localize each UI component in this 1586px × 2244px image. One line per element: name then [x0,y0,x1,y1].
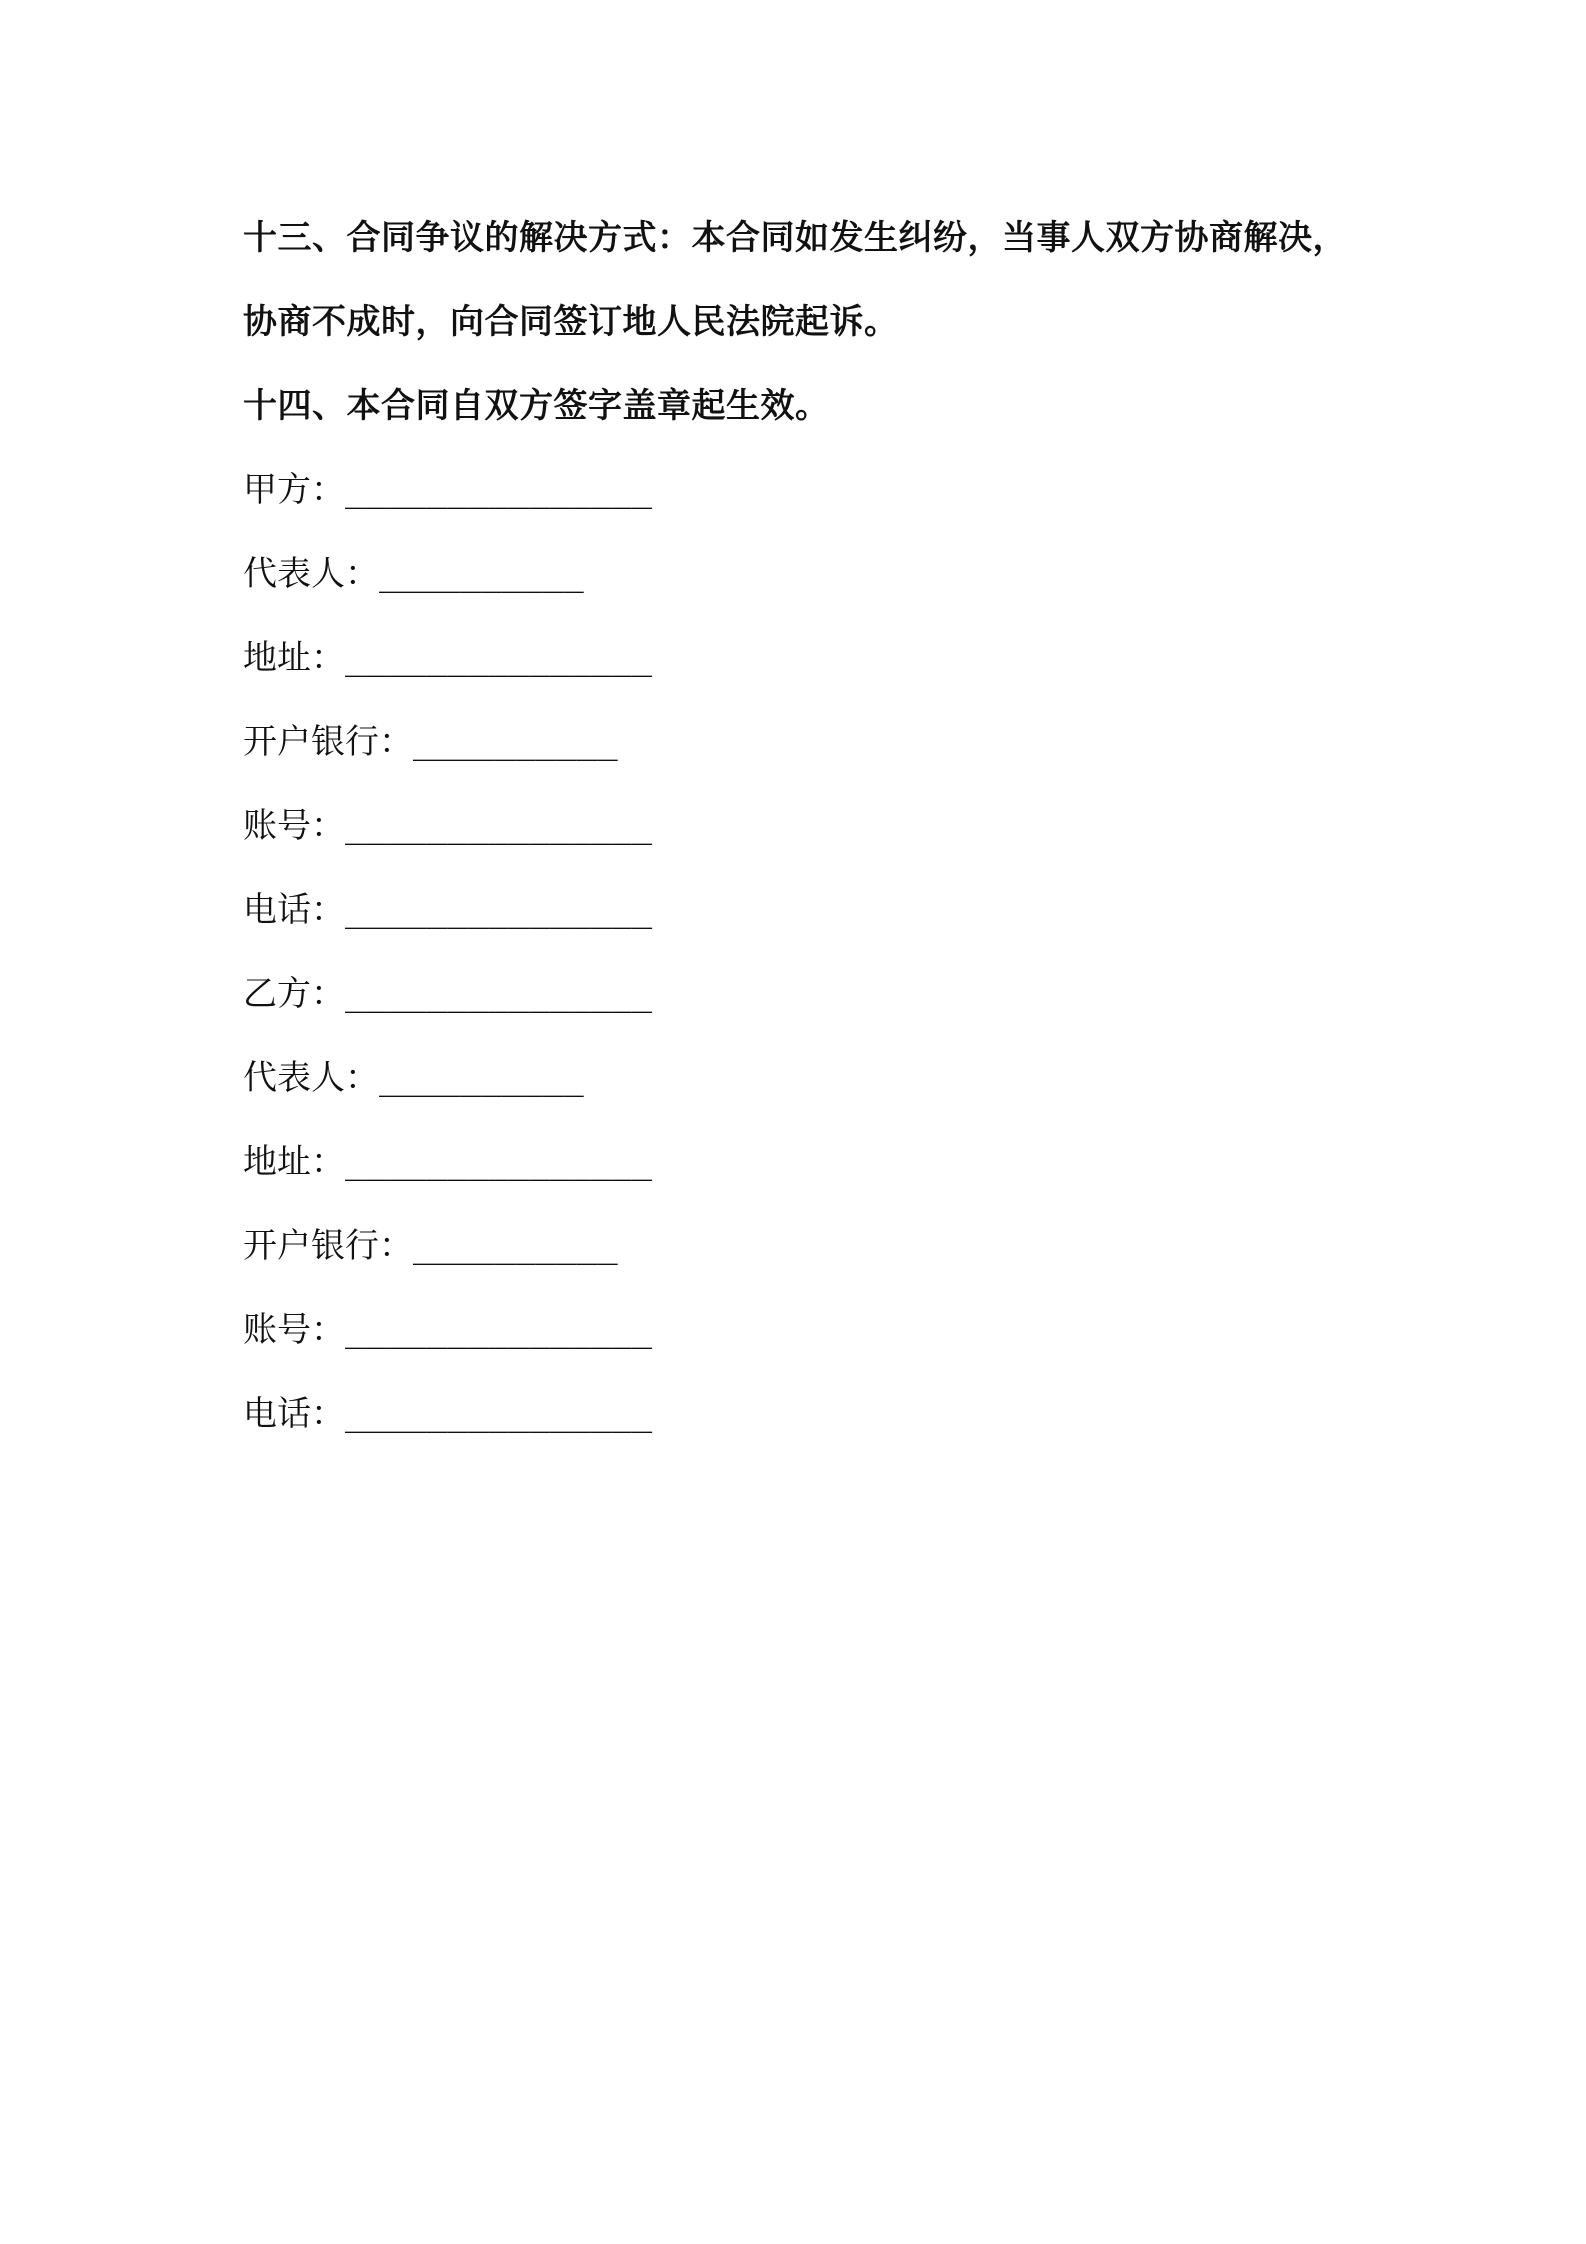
party-b-representative-field [243,1036,1363,1120]
party-a-account-field [243,784,1363,868]
document-body [243,196,1363,1456]
party-a-address-blank: _______________ [345,638,653,678]
party-a-label: 甲方： [243,470,345,510]
party-b-representative-label: 代表人： [243,1058,379,1098]
party-b-blank: _______________ [345,974,653,1014]
party-b-address-label: 地址： [243,1142,345,1182]
clause-14-effectiveness: 十四、本合同自双方签字盖章起生效。 [243,386,830,426]
party-b-name-field [243,952,1363,1036]
party-b-address-blank: _______________ [345,1142,653,1182]
party-b-representative-blank: __________ [379,1058,584,1098]
party-b-phone-blank: _______________ [345,1394,653,1434]
party-b-bank-label: 开户银行： [243,1226,413,1266]
party-a-representative-label: 代表人： [243,554,379,594]
party-b-phone-field [243,1372,1363,1456]
party-a-name-field [243,448,1363,532]
party-a-phone-blank: _______________ [345,890,653,930]
party-b-bank-field [243,1204,1363,1288]
party-a-phone-field [243,868,1363,952]
party-a-blank: _______________ [345,470,653,510]
party-a-bank-blank: __________ [413,722,618,762]
party-a-phone-label: 电话： [243,890,345,930]
party-a-account-blank: _______________ [345,806,653,846]
party-b-label: 乙方： [243,974,345,1014]
party-b-phone-label: 电话： [243,1394,345,1434]
party-a-address-field [243,616,1363,700]
party-a-bank-field [243,700,1363,784]
party-b-account-label: 账号： [243,1310,345,1350]
clause-13-dispute-resolution: 十三、合同争议的解决方式：本合同如发生纠纷，当事人双方协商解决，协商不成时，向合同签订地人民法院起诉。 [243,218,1347,342]
party-a-address-label: 地址： [243,638,345,678]
party-b-address-field [243,1120,1363,1204]
party-b-bank-blank: __________ [413,1226,618,1266]
party-a-account-label: 账号： [243,806,345,846]
party-a-representative-blank: __________ [379,554,584,594]
party-a-representative-field [243,532,1363,616]
party-a-bank-label: 开户银行： [243,722,413,762]
party-b-account-field [243,1288,1363,1372]
party-b-account-blank: _______________ [345,1310,653,1350]
